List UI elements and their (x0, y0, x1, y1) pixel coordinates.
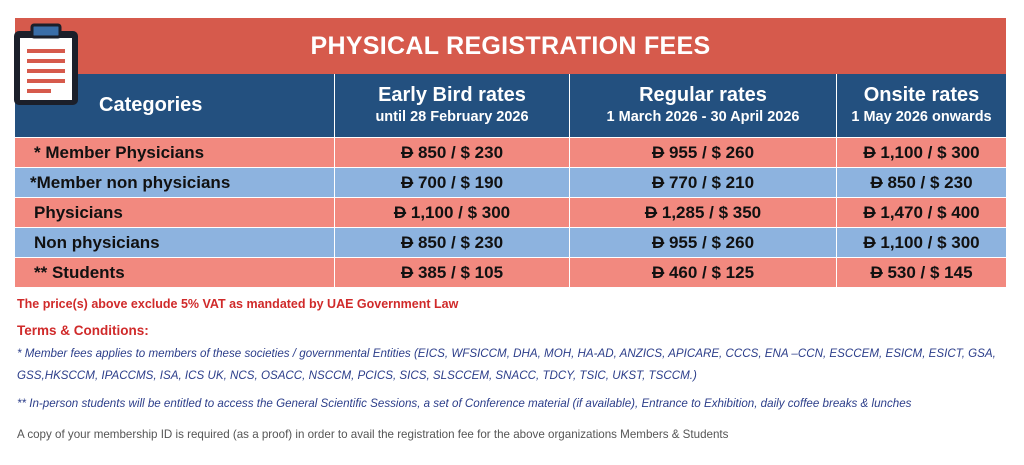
page-title: PHYSICAL REGISTRATION FEES (15, 18, 1006, 74)
vat-note: The price(s) above exclude 5% VAT as mandated by UAE Government Law (17, 297, 459, 311)
fee-value: 955 / $ 260 (668, 232, 755, 252)
column-title: Regular rates (639, 84, 767, 106)
category-cell: *Member non physicians (15, 168, 335, 198)
column-title: Onsite rates (863, 84, 980, 106)
fee-cell (570, 138, 837, 168)
fee-value: 770 / $ 210 (668, 172, 755, 192)
table-row (15, 228, 1006, 258)
dirham-symbol: D (870, 172, 883, 192)
table-row (15, 168, 1006, 198)
dirham-symbol: D (863, 202, 876, 222)
member-fees-note: * Member fees applies to members of these societies / governmental Entities (EICS, WFSICCM, DHA, MOH, HA-AD, ANZICS, APICARE, CCCS, ENA –CCN, ESCCEM, ESICM, ESICT, GSA, GSS,HKSCCM, IPACCMS, ISA, ICS UK, NCS, OSACC, NSCCM, PCICS, SICS, SLSCCEM, SNACC, TDCY, TSIC, UKST, TSCCM.) (17, 347, 996, 382)
fee-value: 385 / $ 105 (417, 262, 504, 282)
fee-value: 850 / $ 230 (417, 232, 504, 252)
fee-value: 1,100 / $ 300 (880, 232, 980, 252)
dirham-symbol: D (863, 142, 876, 162)
dirham-symbol: D (400, 262, 414, 282)
clipboard-icon (10, 22, 82, 108)
fee-value: 700 / $ 190 (417, 172, 504, 192)
fees-sheet (15, 18, 1006, 288)
fee-cell (570, 258, 837, 288)
table-row (15, 258, 1006, 288)
categories-header: Categories (15, 74, 335, 138)
dirham-symbol: D (651, 232, 665, 252)
fee-cell (570, 168, 837, 198)
fee-value: 955 / $ 260 (668, 142, 755, 162)
category-cell: ** Students (15, 258, 335, 288)
membership-id-note: A copy of your membership ID is required (as a proof) in order to avail the registration fee for the above organizations Members & Students (17, 428, 729, 441)
dirham-symbol: D (863, 232, 876, 252)
terms-heading: Terms & Conditions: (17, 323, 149, 338)
fee-cell (570, 228, 837, 258)
fee-cell (335, 258, 570, 288)
fee-value: 1,470 / $ 400 (880, 202, 980, 222)
early-bird-header (335, 74, 570, 138)
regular-header (570, 74, 837, 138)
fee-cell (837, 258, 1007, 288)
category-cell: Physicians (15, 198, 335, 228)
dirham-symbol: D (651, 172, 665, 192)
dirham-symbol: D (870, 262, 883, 282)
fee-value: 1,285 / $ 350 (661, 202, 762, 222)
student-note: ** In-person students will be entitled to access the General Scientific Sessions, a set of Conference material (if available), Entrance to Exhibition, daily coffee breaks & lunches (17, 397, 912, 410)
fee-value: 530 / $ 145 (887, 262, 973, 282)
dirham-symbol: D (644, 202, 658, 222)
column-title: Early Bird rates (378, 84, 526, 106)
fees-table (15, 74, 1006, 288)
table-row (15, 138, 1006, 168)
dirham-symbol: D (651, 142, 665, 162)
dirham-symbol: D (651, 262, 665, 282)
fee-cell (837, 228, 1007, 258)
fee-cell (335, 138, 570, 168)
onsite-header (837, 74, 1007, 138)
fee-cell (837, 138, 1007, 168)
fee-cell (335, 198, 570, 228)
dirham-symbol: D (393, 202, 407, 222)
table-header-row (15, 74, 1006, 138)
table-row (15, 198, 1006, 228)
fee-value: 1,100 / $ 300 (410, 202, 511, 222)
category-cell: * Member Physicians (15, 138, 335, 168)
dirham-symbol: D (400, 142, 414, 162)
fee-cell (837, 198, 1007, 228)
fee-value: 850 / $ 230 (417, 142, 504, 162)
fee-value: 850 / $ 230 (887, 172, 973, 192)
category-cell: Non physicians (15, 228, 335, 258)
column-subtitle: 1 March 2026 - 30 April 2026 (606, 109, 800, 125)
fee-cell (837, 168, 1007, 198)
fee-cell (335, 228, 570, 258)
fee-cell (335, 168, 570, 198)
fee-value: 460 / $ 125 (668, 262, 755, 282)
fee-value: 1,100 / $ 300 (880, 142, 980, 162)
dirham-symbol: D (400, 232, 414, 252)
fee-cell (570, 198, 837, 228)
notes-section (17, 296, 1007, 443)
column-subtitle: until 28 February 2026 (375, 109, 529, 125)
dirham-symbol: D (400, 172, 414, 192)
column-subtitle: 1 May 2026 onwards (851, 109, 992, 125)
